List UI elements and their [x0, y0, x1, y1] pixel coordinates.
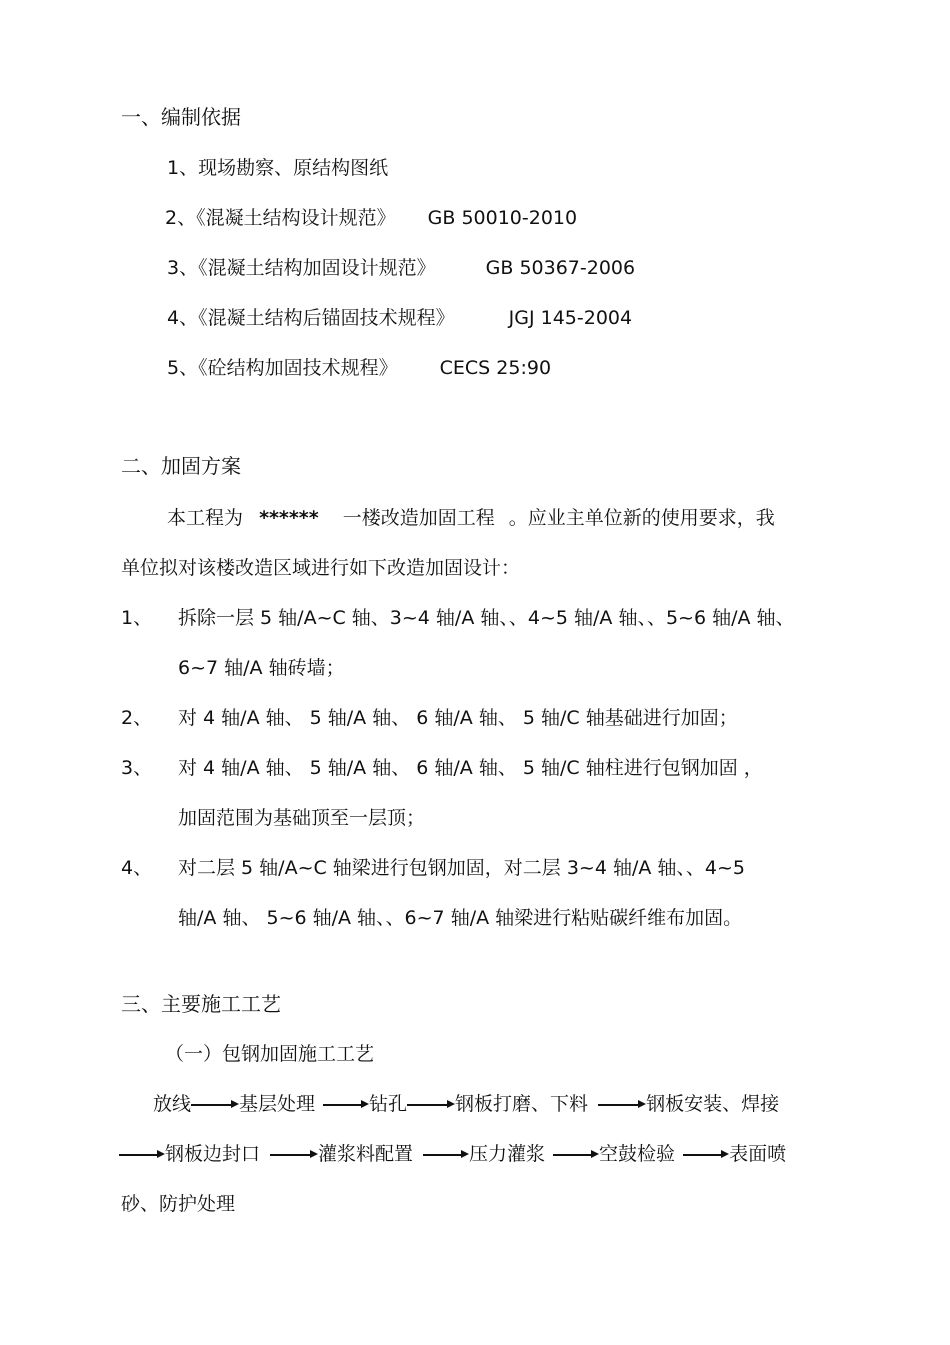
- plan-item-3-line-2: 加固范围为基础顶至一层顶；: [178, 807, 426, 829]
- flow-line-1: [153, 1091, 779, 1117]
- basis-item-1: [167, 155, 388, 181]
- basis-item-3: [167, 255, 635, 281]
- plan-intro-line-2: 单位拟对该楼改造区域进行如下改造加固设计：: [121, 557, 521, 579]
- plan-item-1-line-1: 拆除一层 5 轴/A~C 轴、3~4 轴/A 轴、、4~5 轴/A 轴、、5~6 轴/A 轴、: [178, 607, 795, 629]
- flow-step: 钢板安装、焊接: [646, 1093, 780, 1115]
- basis-item-2: [165, 205, 577, 231]
- arrow-right-icon: [119, 1141, 165, 1167]
- basis-item-4: [167, 305, 632, 331]
- arrow-right-icon: [553, 1141, 599, 1167]
- flow-line-2: [119, 1141, 786, 1167]
- section-heading-basis: 一、编制依据: [121, 105, 241, 129]
- basis-item-5: [167, 355, 551, 381]
- plan-item-2-line-1: 对 4 轴/A 轴、 5 轴/A 轴、 6 轴/A 轴、 5 轴/C 轴基础进行加固；: [178, 707, 738, 729]
- plan-item-4-num: 4、: [121, 857, 153, 879]
- arrow-right-icon: [407, 1091, 455, 1117]
- arrow-right-icon: [191, 1091, 239, 1117]
- basis-item-code: GB 50010-2010: [427, 207, 578, 229]
- arrow-right-icon: [683, 1141, 729, 1167]
- plan-item-2-num: 2、: [121, 707, 153, 729]
- basis-item-text: 5、《砼结构加固技术规程》: [167, 357, 398, 379]
- flow-step: 表面喷: [729, 1143, 787, 1165]
- basis-item-code: CECS 25:90: [439, 357, 552, 379]
- plan-item-1-line-2: 6~7 轴/A 轴砖墙；: [178, 657, 345, 679]
- intro-text: 本工程为: [167, 507, 244, 529]
- flow-step: 压力灌浆: [469, 1143, 546, 1165]
- flow-step: 钻孔: [369, 1093, 408, 1115]
- plan-item-3-num: 3、: [121, 757, 153, 779]
- plan-item-1-num: 1、: [121, 607, 153, 629]
- flow-step: 空鼓检验: [599, 1143, 676, 1165]
- intro-text: 。应业主单位新的使用要求，我: [508, 507, 775, 529]
- plan-item-4-line-2: 轴/A 轴、 5~6 轴/A 轴、、6~7 轴/A 轴梁进行粘贴碳纤维布加固。: [178, 907, 743, 929]
- basis-item-text: 4、《混凝土结构后锚固技术规程》: [167, 307, 455, 329]
- plan-intro-line-1: [167, 505, 775, 531]
- section-heading-plan: 二、加固方案: [121, 454, 241, 478]
- process-subheading: （一）包钢加固施工工艺: [165, 1043, 375, 1065]
- basis-item-text: 2、《混凝土结构设计规范》: [165, 207, 396, 229]
- plan-item-3-line-1: 对 4 轴/A 轴、 5 轴/A 轴、 6 轴/A 轴、 5 轴/C 轴柱进行包钢加固 ，: [178, 757, 763, 779]
- basis-item-code: GB 50367-2006: [485, 257, 636, 279]
- arrow-right-icon: [423, 1141, 469, 1167]
- flow-step: 钢板边封口: [165, 1143, 261, 1165]
- flow-step: 灌浆料配置: [318, 1143, 414, 1165]
- flow-line-3: 砂、防护处理: [121, 1193, 236, 1215]
- arrow-right-icon: [323, 1091, 369, 1117]
- arrow-right-icon: [598, 1091, 646, 1117]
- flow-step: 放线: [153, 1093, 192, 1115]
- section-heading-process: 三、主要施工工艺: [121, 992, 281, 1016]
- flow-step: 钢板打磨、下料: [455, 1093, 589, 1115]
- basis-item-text: 1、现场勘察、原结构图纸: [167, 157, 389, 179]
- basis-item-code: JGJ 145-2004: [508, 307, 633, 329]
- flow-step: 基层处理: [239, 1093, 316, 1115]
- project-name-masked: ******: [259, 507, 319, 529]
- intro-text: 一楼改造加固工程: [342, 507, 495, 529]
- basis-item-text: 3、《混凝土结构加固设计规范》: [167, 257, 436, 279]
- arrow-right-icon: [270, 1141, 318, 1167]
- plan-item-4-line-1: 对二层 5 轴/A~C 轴梁进行包钢加固，对二层 3~4 轴/A 轴、、4~5: [178, 857, 746, 879]
